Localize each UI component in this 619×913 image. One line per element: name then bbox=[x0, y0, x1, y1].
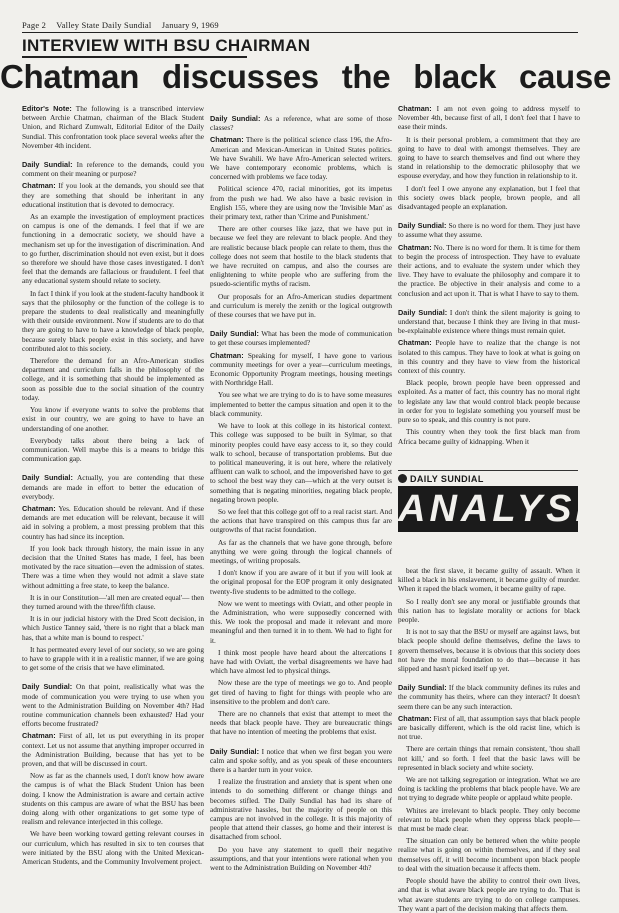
paragraph-text: Whites are irrelevant to black people. They only become relevant to black people when they oppress black people—that must be made clear. bbox=[398, 805, 580, 834]
column-2-body bbox=[210, 114, 392, 872]
paragraph-text: It is not to say that the BSU or myself are against laws, but black people should define themselves, define the laws to govern themselves, because it is obvious that this society does not have the moral foundation to do that—because it has slipped and hasn't picked itself up yet. bbox=[398, 627, 580, 674]
paragraph-text: It is in our Constitution—'all men are created equal'— then they turned around with the three/fifth clause. bbox=[22, 592, 204, 611]
paragraph-text: It is their personal problem, a commitment that they are going to have to deal with amongst themselves. They are going to have to search themselves and find out where they stand in relationship to the democratic philosophy that we espouse everyday, and how they function in relationship to it. bbox=[398, 134, 580, 181]
paragraph bbox=[398, 683, 580, 711]
page-number: Page 2 bbox=[22, 20, 47, 30]
column-2 bbox=[210, 104, 392, 873]
column-3b-body bbox=[398, 566, 580, 913]
paragraph bbox=[398, 627, 580, 673]
question-label: Daily Sundial: bbox=[398, 221, 447, 231]
answer-label: Chatman: bbox=[22, 181, 56, 191]
paragraph bbox=[398, 243, 580, 298]
paragraph-text: We have to look at this college in its historical context. This college was supposed to be built in Sylmar, so that minority peoples could have easy access to it, so they could walk to school, because of transportation problems. But due to political maneuvering, it is out here, where the relatively affluent can walk to school, and the impoverished have to get to school the best way they can—which at the very outset is something that is negating minorities, negating black people, negating brown people. bbox=[210, 421, 392, 504]
issue-date: January 9, 1969 bbox=[161, 20, 219, 30]
paragraph bbox=[22, 682, 204, 728]
paragraph bbox=[398, 104, 580, 132]
paragraph bbox=[22, 436, 204, 464]
paragraph-text: I am not even going to address myself to November 4th, because first of all, I don't feel that I have to ease their minds. bbox=[398, 104, 580, 132]
paragraph bbox=[398, 775, 580, 803]
paragraph-text: In fact I think if you look at the student-faculty handbook it says that the philosophy or the function of the college is to prepare the students to deal realistically and meaningfully with their outside environment. Now if students are to do that they are going to have to have a knowledge of black people, because surely black people exist in this society, and have contributed alot to this society. bbox=[22, 288, 204, 353]
paragraph-text: I think most people have heard about the altercations I have had with Oviatt, the verbal disagreements we have had which have almost led to physical things. bbox=[210, 647, 392, 676]
paragraph-text: Now these are the type of meetings we go to. And people get tired of having to fight for things with people who are insensitive to the problem and don't care. bbox=[210, 678, 392, 706]
paragraph-text: On that point, realistically what was the mode of communication you were trying to use when you went to the Administration Building on November 4th? Had routine communication channels been exhausted? Had your efforts become frustrated? bbox=[22, 682, 205, 729]
question-label: Daily Sundial: bbox=[398, 307, 448, 317]
column-3-bottom bbox=[398, 566, 580, 913]
paragraph-text: As far as the channels that we have gone through, before anything we were going through the logical channels of meetings, of writing proposals. bbox=[210, 537, 392, 565]
paragraph bbox=[398, 221, 580, 239]
kicker: INTERVIEW WITH BSU CHAIRMAN bbox=[22, 36, 311, 55]
paragraph bbox=[210, 351, 392, 388]
paragraph bbox=[398, 135, 580, 181]
paragraph-text: As a reference, what are some of those classes? bbox=[210, 114, 392, 133]
question-label: Daily Sundial: bbox=[210, 746, 259, 756]
paragraph bbox=[22, 356, 204, 402]
question-label: Daily Sundial: bbox=[22, 682, 73, 692]
headline: Chatman discusses the black cause bbox=[0, 58, 612, 95]
paragraph-text: People have to realize that the change is not isolated to this campus. They have to look at what is going on in this country and they have to view from the historical context of this country. bbox=[398, 338, 580, 376]
editors-note bbox=[22, 104, 204, 150]
paragraph-text: Yes. Education should be relevant. And if these demands are met education will be relevant, because it will aid in solving a problem, a most pressing problem that this country has had since its inception. bbox=[22, 503, 205, 541]
paragraph bbox=[210, 329, 392, 347]
paragraph-text: We have been working toward getting relevant courses in our curriculum, which has resulted in six to ten courses that were initiated by the BSU along with the United Mexican-American Students, and the Community Involvement project. bbox=[22, 829, 204, 867]
paragraph-text: Speaking for myself, I have gone to various community meetings for over a year—curriculum meetings, Economic Opportunity Program meetings, housing meetings with Northridge Hall. bbox=[210, 350, 392, 388]
column-3-body bbox=[398, 104, 580, 446]
column-1-body bbox=[22, 160, 204, 866]
paragraph bbox=[22, 593, 204, 611]
paragraph bbox=[22, 645, 204, 673]
paragraph-text: Black people, brown people have been oppressed and exploited. As a matter of fact, this country has no moral right to legislate any law that would control black people because in order for you to legislate something you yourself must be pure so to speak, and this country is not pure. bbox=[398, 378, 580, 425]
paragraph-text: beat the first slave, it became guilty of assault. When it killed a black in his enslavement, it became guilty of murder. When it raped the black women, it became guilty of rape. bbox=[398, 566, 580, 594]
paragraph-text: Actually, you are contending that these demands are made in effort to better the education of everybody. bbox=[22, 473, 205, 501]
paragraph-text: You know if everyone wants to solve the problems that exist in our country, we are going to have to have an understanding of one another. bbox=[22, 405, 204, 433]
question-label: Daily Sundial: bbox=[22, 473, 73, 483]
analysis-title: ANALYSIS bbox=[398, 488, 619, 530]
paragraph bbox=[22, 614, 204, 642]
paragraph bbox=[22, 473, 204, 501]
paragraph bbox=[398, 566, 580, 594]
paragraph bbox=[22, 212, 204, 286]
question-label: Daily Sundial: bbox=[398, 683, 447, 693]
paragraph bbox=[22, 829, 204, 866]
paragraph bbox=[398, 338, 580, 375]
paragraph-text: Now as far as the channels used, I don't know how aware the campus is of what the Black Student Union has been doing. I know the Administration is aware and certain active students on this campus are aware of what the BSU has been doing along with other organizations to get some type of realism and relevance interjected in this college. bbox=[22, 771, 204, 827]
paragraph-text: It has permeated every level of our society, so we are going to have to grapple with it in a realistic manner, if we are going to get some of the crisis that we have eliminated. bbox=[22, 644, 204, 673]
paragraph-text: It is in our judicial history with the Dred Scott decision, in which Justice Tanney said, 'there is no right that a black man has, that a white man is bound to respect.' bbox=[22, 614, 204, 642]
paragraph bbox=[210, 845, 392, 873]
paragraph bbox=[210, 135, 392, 181]
paragraph-text: You see what we are trying to do is to have some measures implemented to better the campus situation and open it to the black community. bbox=[210, 390, 392, 418]
paragraph bbox=[398, 714, 580, 742]
answer-label: Chatman: bbox=[210, 135, 244, 145]
paragraph-text: First of all, let us put everything in its proper context. Let us not assume that anything improper occurred in the Administration Building, because that has yet to be proven, and that will be discussed in court. bbox=[22, 731, 205, 768]
paragraph bbox=[210, 538, 392, 566]
paragraph-text: People should have the ability to control their own lives, and that is what aware black people are trying to do. That is what aware students are trying to do on college campuses. They want a part of the decision making that affects them. bbox=[398, 876, 580, 913]
paragraph-text: The situation can only be bettered when the white people realize what is going on within themselves, and if they seal themselves off, it will become incumbent upon black people to deal with the situation because it affects them. bbox=[398, 836, 580, 873]
paragraph bbox=[210, 709, 392, 737]
paragraph-text: There is the political science class 196, the Afro-American and Mexican-American in United States politics. We have Swahili. We have Afro-American selected writers. We have contemporary economic problems, which is concerned with problems we face today. bbox=[210, 135, 392, 182]
paragraph bbox=[210, 421, 392, 504]
paragraph bbox=[210, 777, 392, 841]
paragraph bbox=[22, 504, 204, 541]
column-1 bbox=[22, 104, 205, 867]
answer-label: Chatman: bbox=[398, 104, 432, 113]
paragraph-text: I don't think the silent majority is going to understand that, because I think they are living in that must-be-explainable existence where things must remain quiet. bbox=[398, 307, 581, 336]
question-label: Daily Sundial: bbox=[22, 160, 73, 170]
paragraph bbox=[398, 597, 580, 625]
answer-label: Chatman: bbox=[210, 350, 244, 360]
paragraph-text: I realize the frustration and anxiety that is spent when one intends to do something different or change things and becomes stifled. The Daily Sundial has had its share of administrative hassles, but the majority of people on this campus are not involved in the college. It is this majority of people that attend their classes, go home and their interest is disattached from school. bbox=[210, 777, 392, 842]
banner-rule bbox=[398, 470, 578, 471]
paragraph bbox=[398, 836, 580, 873]
paragraph bbox=[210, 678, 392, 706]
paragraph-text: If you look back through history, the main issue in any decision that the United States has made, I feel, has been motivated by the race situation—even the admission of states. There was a time when they would not admit a slave state without admitting a free state, to keep the balance. bbox=[22, 543, 204, 590]
paragraph bbox=[398, 378, 580, 424]
paragraph bbox=[398, 184, 580, 212]
paragraph-text: Political science 470, racial minorities, got its impetus from the push we had. We also have a basic revision in English 155, where they are using now the 'Invisible Man' as their primary text, rather than 'Crime and Punishment.' bbox=[210, 184, 392, 222]
paragraph-text: Our proposals for an Afro-American studies department and curriculum is merely the zenith or the logical outgrowth of these courses that we have put in. bbox=[210, 291, 392, 320]
paragraph-text: So there is no word for them. They just have to assume what they assume. bbox=[398, 221, 581, 240]
paragraph-text: If the black community defines its rules and the community has theirs, where can they interact? It doesn't seem there can be any such interaction. bbox=[398, 683, 580, 711]
paragraph-text: There are certain things that remain consistent, 'thou shall not kill,' and so forth. I feel that the basic laws will be represented in black society and white society. bbox=[398, 744, 580, 772]
paragraph-text: No. There is no word for them. It is time for them to begin the process of introspection. They have to evaluate their actions, and to evaluate the system under which they live. They have to evaluate the philosophy and compare it to the practice. Be objective in their analysis and come to a conclusion and act upon it. That is what I have to say to them. bbox=[398, 242, 580, 298]
paragraph bbox=[22, 771, 204, 826]
column-3-top bbox=[398, 104, 580, 464]
paragraph-text: Everybody talks about there being a lack of communication. Well maybe this is a means to bridge this communication gap. bbox=[22, 435, 204, 464]
paragraph-text: Therefore the demand for an Afro-American studies department and curriculum falls in the philosophy of the college, and it is something that should be implemented as soon as possible due to the social situation of the country today. bbox=[22, 356, 204, 402]
paragraph-text: We are not talking segregation or integration. What we are doing is tackling the problems that black people have. We are not trying to degrade white people or applaud white people. bbox=[398, 775, 580, 803]
paragraph-text: What has been the mode of communication to get these courses implemented? bbox=[210, 329, 392, 348]
paragraph-text: In reference to the demands, could you comment on their meaning or purpose? bbox=[22, 160, 204, 179]
editors-note-label: Editor's Note: bbox=[22, 104, 72, 113]
top-rule bbox=[22, 32, 578, 33]
answer-label: Chatman: bbox=[22, 503, 56, 513]
paragraph bbox=[210, 568, 392, 596]
banner-paper-text: DAILY SUNDIAL bbox=[410, 474, 484, 484]
paragraph bbox=[210, 224, 392, 288]
paragraph bbox=[22, 289, 204, 353]
answer-label: Chatman: bbox=[398, 242, 432, 252]
paragraph bbox=[22, 544, 204, 590]
paragraph-text: As an example the investigation of employment practices on campus is one of the demands. I feel that if we are functioning in a democratic society, we should have a mechanism set up for the investigation of discrimination. And to go further, discrimination should not even exist, but it does so therefore we should have those cases investigated. I don't feel that the demands are fallacious or fraudulent. I feel that any educational system should relate to society. bbox=[22, 212, 204, 286]
question-label: Daily Sundial: bbox=[210, 329, 259, 339]
paragraph-text: I don't know if you are aware of it but if you will look at the original proposal for the EOP program it only designated twenty-five students to be admitted to the college. bbox=[210, 568, 392, 596]
paragraph-text: I notice that when we first began you were calm and spoke softly, and as you speak of these encounters there is a harder turn in your voice. bbox=[210, 746, 392, 774]
paragraph bbox=[398, 427, 580, 445]
paragraph bbox=[210, 114, 392, 132]
paragraph bbox=[22, 405, 204, 433]
paragraph bbox=[210, 292, 392, 320]
paragraph bbox=[210, 599, 392, 645]
paragraph-text: There are no channels that exist that attempt to meet the needs that black people have. They are bureaucratic things that have no intention of meeting the problems that exist. bbox=[210, 708, 392, 737]
paragraph-text: Do you have any statement to quell their negative assumptions, and that your intentions were rational when you went to the Administration Building on November 4th? bbox=[210, 844, 392, 873]
paragraph-text: Now we went to meetings with Oviatt, and other people in the Administration, who were supposedly concerned with this. We took the proposal and made it relevant and more meaningful and then turned it in to them. We had to fight for it. bbox=[210, 598, 392, 645]
answer-label: Chatman: bbox=[398, 338, 432, 348]
paragraph bbox=[22, 181, 204, 209]
paragraph bbox=[210, 390, 392, 418]
paragraph-text: If you look at the demands, you should see that they are something that should be inheritant in any educational institution that is devoted to democracy. bbox=[22, 181, 204, 209]
paragraph-text: First of all, that assumption says that black people are basically different, which is the old racist line, which is not true. bbox=[398, 713, 580, 742]
paragraph-text: This country when they took the first black man from Africa became guilty of kidnapping. When it bbox=[398, 427, 580, 446]
paragraph-text: I don't feel I owe anyone any explanation, but I feel that this society owes black people, brown people, and all disadvantaged people an explanation. bbox=[398, 183, 580, 212]
editors-note-text: The following is a transcribed interview between Archie Chatman, chairman of the Black Student Union, and Richard Zumwalt, Editorial Editor of the Daily Sundial. This confrontation took place several weeks after the November 4th incident. bbox=[22, 104, 205, 150]
paragraph bbox=[210, 648, 392, 676]
question-label: Daily Sundial: bbox=[210, 114, 261, 123]
paragraph bbox=[398, 806, 580, 834]
masthead-folio bbox=[22, 20, 227, 30]
paragraph-text: So I really don't see any moral or justifiable grounds that this nation has to legislate morality or actions for black people. bbox=[398, 596, 580, 625]
sundial-logo-icon bbox=[398, 474, 407, 483]
paragraph bbox=[398, 744, 580, 772]
paragraph bbox=[210, 184, 392, 221]
paragraph bbox=[398, 308, 580, 336]
answer-label: Chatman: bbox=[398, 713, 432, 723]
paper-name: Valley State Daily Sundial bbox=[56, 20, 152, 30]
paragraph bbox=[22, 731, 204, 768]
paragraph bbox=[22, 160, 204, 178]
paragraph bbox=[210, 747, 392, 775]
paragraph bbox=[210, 507, 392, 535]
paragraph-text: There are other courses like jazz, that we have put in because we feel they are relevant to black people. And they are realistic because black people can relate to them, thus the college does not seem that hostile to the black students that we have recruited on campus, and also the courses are enlightening to white people who are suffering from the psuedo-scientific myths of racism. bbox=[210, 224, 392, 289]
paragraph-text: So we feel that this college got off to a real racist start. And the actions that have transpired on this campus thus far are outgrowths of that racist foundation. bbox=[210, 506, 392, 535]
paragraph bbox=[398, 876, 580, 913]
answer-label: Chatman: bbox=[22, 731, 56, 741]
banner-paper-name bbox=[398, 474, 484, 484]
analysis-banner bbox=[398, 470, 619, 560]
